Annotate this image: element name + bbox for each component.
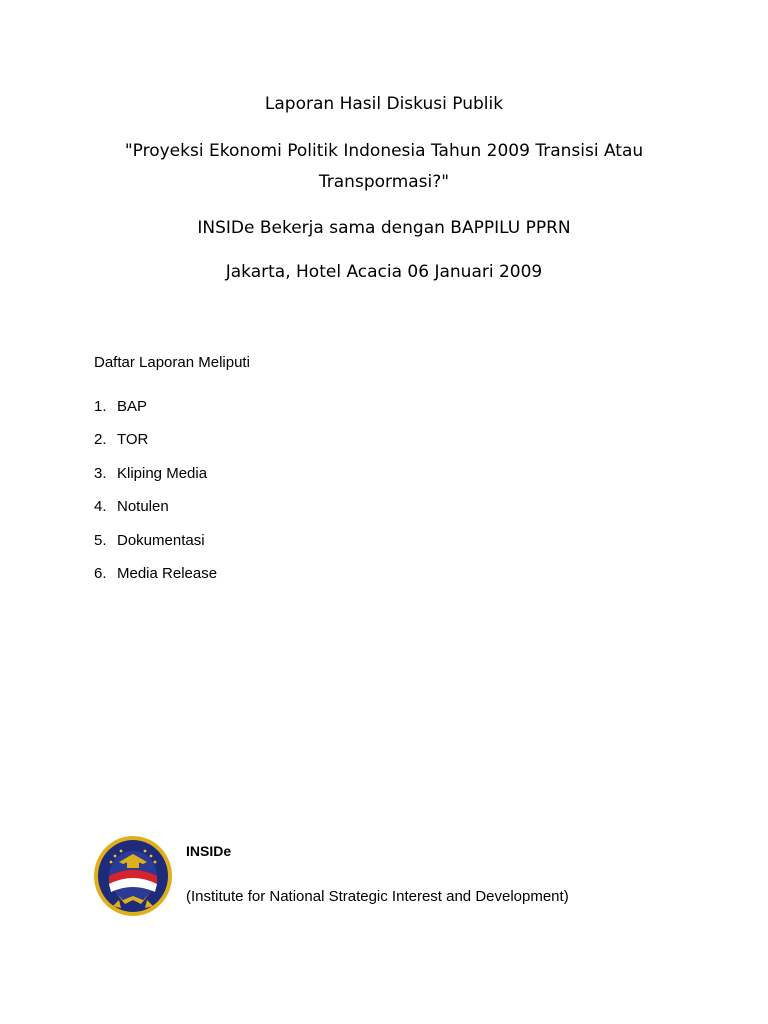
list-item	[94, 465, 217, 498]
list-item-label: TOR	[117, 431, 149, 449]
list-item	[94, 498, 217, 531]
list-item-label: BAP	[117, 398, 148, 415]
event-line: Jakarta, Hotel Acacia 06 Januari 2009	[225, 262, 543, 282]
report-list-intro: Daftar Laporan Meliputi	[94, 354, 250, 371]
list-item-number: 5.	[94, 531, 107, 549]
organization-name: INSIDe	[186, 843, 232, 859]
list-item-number: 6.	[94, 564, 107, 582]
list-item-number: 3.	[94, 464, 107, 482]
report-subtitle: "Proyeksi Ekonomi Politik Indonesia Tahun 2009 Transisi Atau Transpormasi?"	[124, 141, 644, 192]
organization-full-name: (Institute for National Strategic Interest and Development)	[186, 888, 569, 905]
list-item	[94, 532, 217, 565]
list-item	[94, 565, 217, 598]
report-list	[94, 398, 217, 598]
list-item	[94, 431, 217, 464]
list-item-label: Media Release	[117, 564, 218, 582]
list-item-number: 4.	[94, 498, 107, 516]
list-item	[94, 398, 217, 431]
list-item-number: 2.	[94, 431, 107, 449]
list-item-label: Kliping Media	[117, 464, 208, 482]
list-item-label: Notulen	[117, 498, 169, 516]
partner-line: INSIDe Bekerja sama dengan BAPPILU PPRN	[197, 218, 571, 238]
inside-emblem-icon	[91, 834, 175, 918]
list-item-label: Dokumentasi	[117, 531, 205, 549]
list-item-number: 1.	[94, 398, 107, 415]
report-title: Laporan Hasil Diskusi Publik	[264, 94, 504, 114]
